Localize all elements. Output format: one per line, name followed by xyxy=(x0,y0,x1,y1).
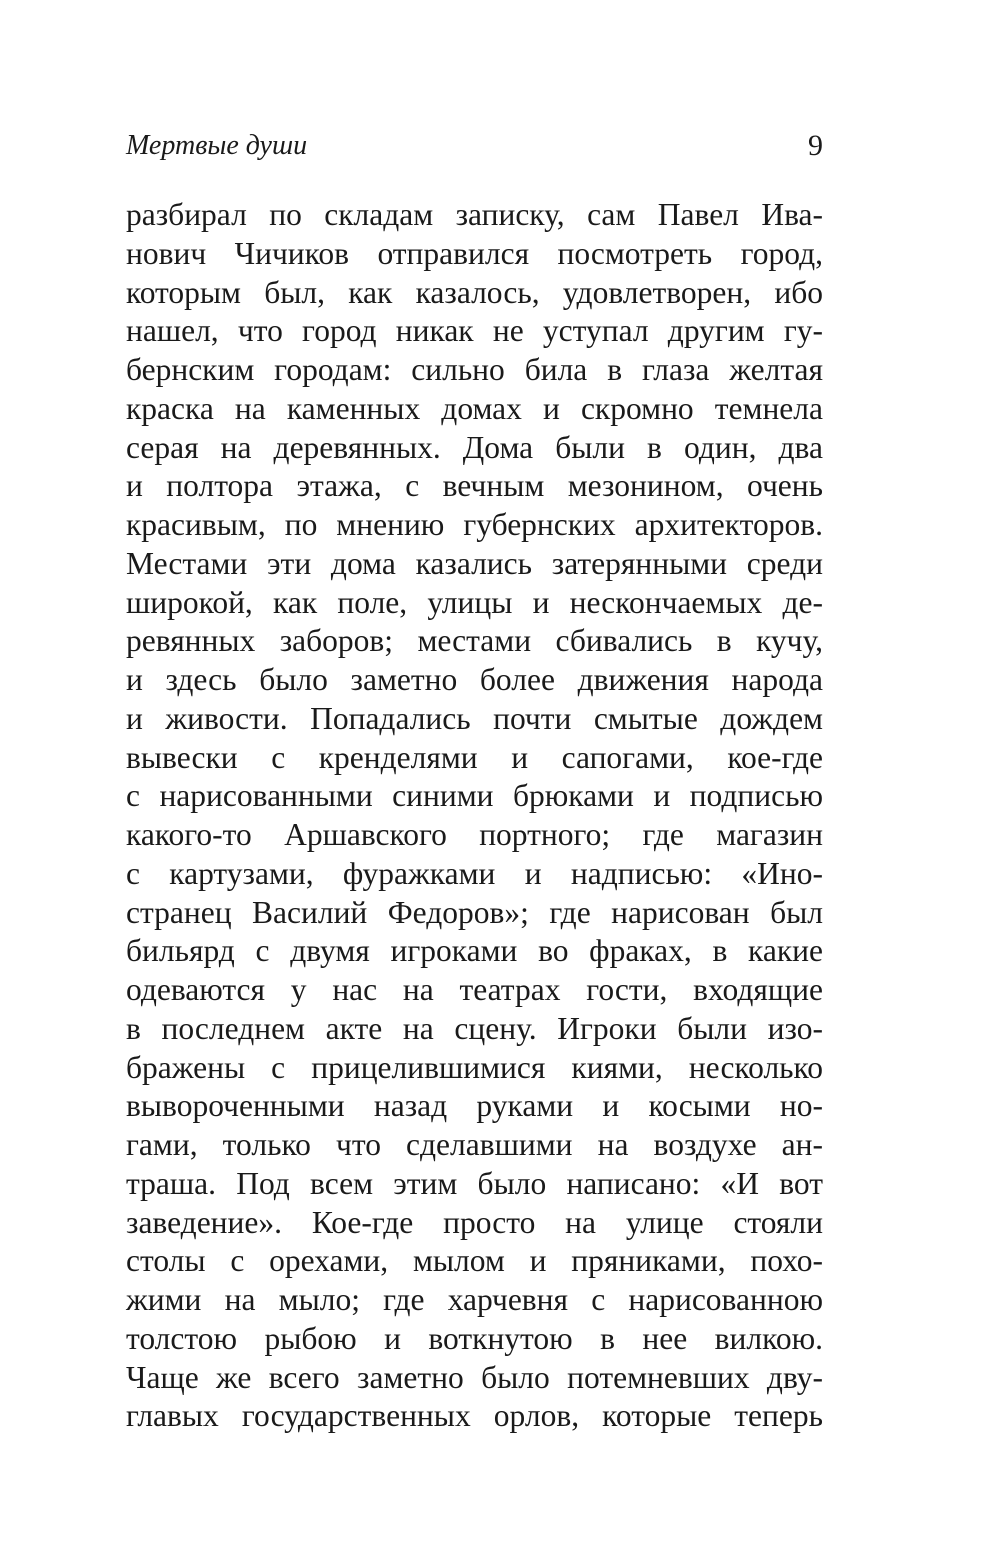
text-line: и живости. Попадались почти смытые дождем xyxy=(126,700,823,736)
text-line: Местами эти дома казались затерянными среди xyxy=(126,545,823,581)
text-line: бражены с прицелившимися киями, несколько xyxy=(126,1049,823,1085)
running-header xyxy=(126,126,823,166)
text-line: разбирал по складам записку, сам Павел Ива- xyxy=(126,197,823,232)
text-line: с нарисованными синими брюками и подписью xyxy=(126,778,823,814)
text-line: какого-то Аршавского портного; где магазин xyxy=(126,817,823,852)
text-line: вывороченными назад руками и косыми но- xyxy=(126,1088,823,1124)
text-line: и полтора этажа, с вечным мезонином, очень xyxy=(126,468,823,504)
text-line: красивым, по мнению губернских архитекторов. xyxy=(126,507,823,542)
text-line: нович Чичиков отправился посмотреть город, xyxy=(126,235,823,271)
text-line: вывески с кренделями и сапогами, кое-где xyxy=(126,739,823,775)
text-line: главых государственных орлов, которые теперь xyxy=(126,1398,823,1434)
text-line: широкой, как поле, улицы и нескончаемых де- xyxy=(126,584,823,620)
text-line: с картузами, фуражками и надписью: «Ино- xyxy=(126,855,823,891)
text-line: в последнем акте на сцену. Игроки были изо- xyxy=(126,1010,823,1046)
text-line: странец Василий Федоров»; где нарисован был xyxy=(126,894,823,930)
running-title: Мертвые души xyxy=(126,130,308,161)
text-line: Чаще же всего заметно было потемневших дву- xyxy=(126,1359,823,1395)
text-line: столы с орехами, мылом и пряниками, похо- xyxy=(126,1243,823,1279)
text-line: краска на каменных домах и скромно темнела xyxy=(126,390,823,426)
text-line: бернским городам: сильно била в глаза желтая xyxy=(126,352,823,387)
text-line: жими на мыло; где харчевня с нарисованною xyxy=(126,1282,823,1317)
body-text xyxy=(126,196,823,1436)
text-line: толстою рыбою и воткнутою в нее вилкою. xyxy=(126,1320,823,1356)
text-line: траша. Под всем этим было написано: «И вот xyxy=(126,1165,823,1201)
text-line: нашел, что город никак не уступал другим гу- xyxy=(126,313,823,349)
text-line: и здесь было заметно более движения народа xyxy=(126,662,823,697)
page-number: 9 xyxy=(808,129,823,162)
text-line: гами, только что сделавшими на воздухе ан- xyxy=(126,1127,823,1162)
text-line: бильярд с двумя игроками во фраках, в какие xyxy=(126,933,823,969)
text-line: серая на деревянных. Дома были в один, два xyxy=(126,429,823,465)
text-line: заведение». Кое-где просто на улице стояли xyxy=(126,1204,823,1240)
text-line: которым был, как казалось, удовлетворен, ибо xyxy=(126,274,823,310)
text-line: одеваются у нас на театрах гости, входящие xyxy=(126,972,823,1007)
text-line: ревянных заборов; местами сбивались в кучу, xyxy=(126,623,823,659)
